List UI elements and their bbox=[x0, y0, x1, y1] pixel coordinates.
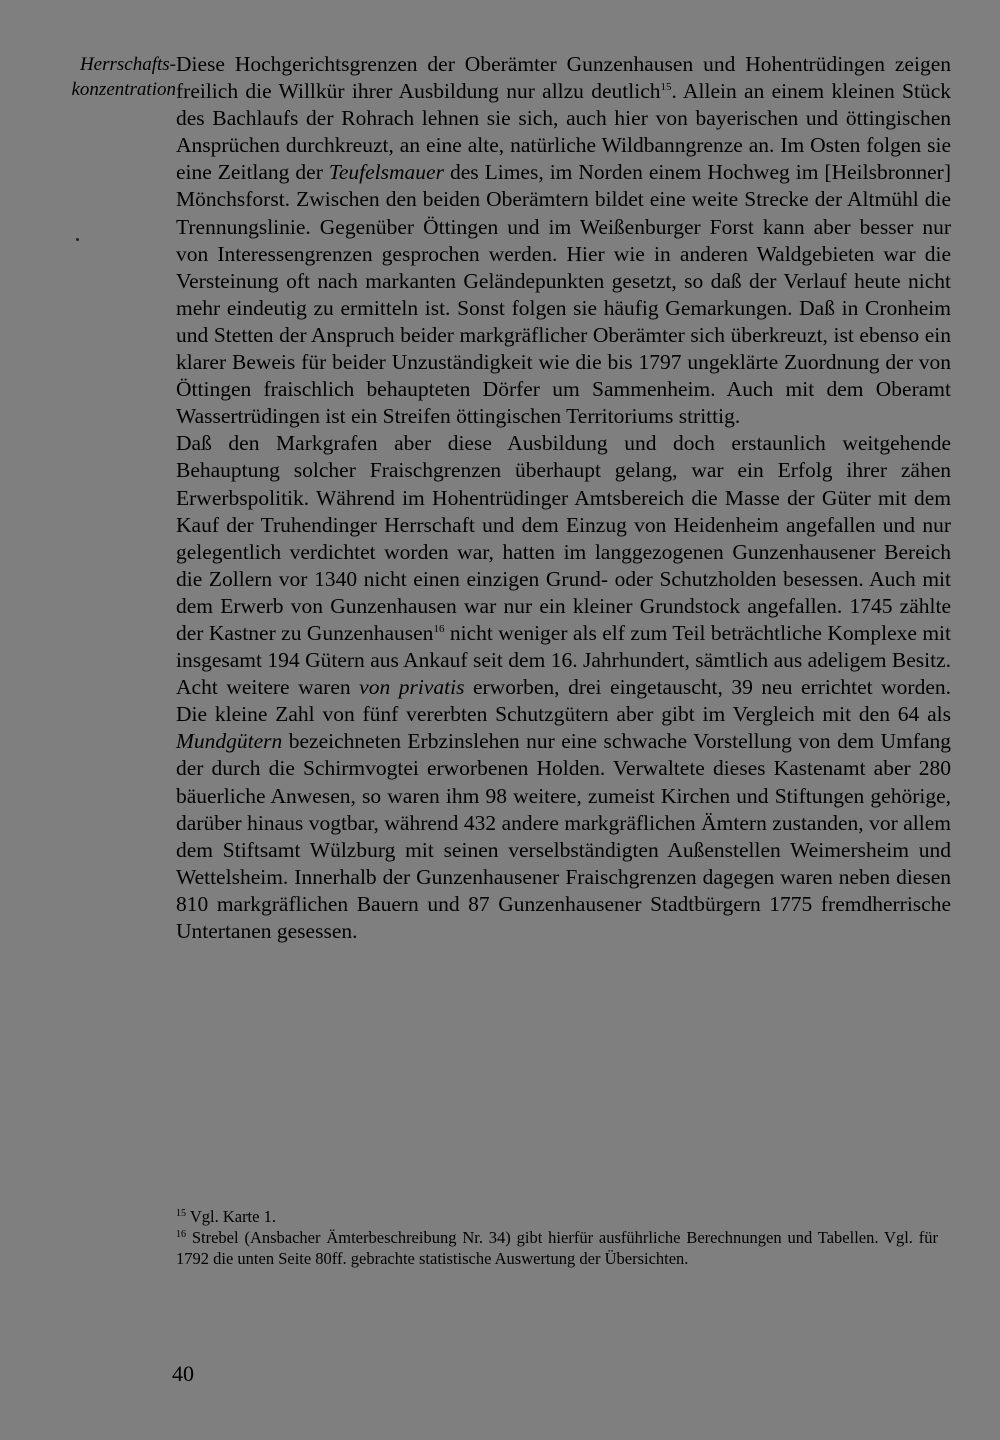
footnote-16-text: Strebel (Ansbacher Ämterbeschreibung Nr. 34) gibt hierfür ausführliche Berechnungen und Tabellen. Vgl. für 1792 die unten Seite 80ff. gebrachte statistische Auswertung der Übersichten. bbox=[176, 1228, 938, 1268]
paragraph-1-text-b: . Allein an einem kleinen Stück des Bachlaufs der Rohrach lehnen sie sich, auch hier von bayerischen und öttingischen Ansprüchen durchkreuzt, an eine alte, natürliche Wildbanngrenze an. Im Osten folgen sie eine Zeitlang der bbox=[176, 79, 951, 185]
main-text bbox=[176, 51, 951, 945]
paragraph-1 bbox=[176, 51, 951, 430]
page-number: 40 bbox=[172, 1361, 194, 1386]
paragraph-2-text-b: nicht weniger als elf zum Teil beträchtliche Komplexe mit insgesamt 194 Gütern aus Ankauf seit dem 16. Jahrhundert, sämtlich aus adeligem Besitz. Acht weitere waren bbox=[176, 620, 951, 700]
footnote-ref-15[interactable]: 15 bbox=[660, 81, 672, 94]
scan-speck bbox=[76, 238, 79, 241]
paragraph-2-text-d: bezeichneten Erbzinslehen nur eine schwache Vorstellung von dem Umfang der durch die Schirmvogtei erworbenen Holden. Verwaltete dieses Kastenamt aber 280 bäuerliche Anwesen, so waren ihm 98 weitere, zumeist Kirchen und Stiftungen gehörige, darüber hinaus vogtbar, während 432 andere markgräflichen Ämtern zustanden, vor allem dem Stiftsamt Wülzburg mit seinen verselbständigten Außenstellen Weimersheim und Wettelsheim. Innerhalb der Gunzenhausener Fraischgrenzen dagegen waren neben diesen 810 markgräflichen Bauern und 87 Gunzenhausener Stadtbürgern 1775 fremdherrische Untertanen gesessen. bbox=[176, 729, 951, 943]
paragraph-2 bbox=[176, 430, 951, 945]
footnote-16 bbox=[176, 1227, 938, 1269]
paragraph-1-text-c: des Limes, im Norden einem Hochweg im [Heilsbronner] Mönchsforst. Zwischen den beiden Oberämtern bildet eine weite Strecke der Altmühl die Trennungslinie. Gegenüber Öttingen und im Weißenburger Forst kann aber besser nur von Interessengrenzen gesprochen werden. Hier wie in anderen Waldgebieten war die Versteinung oft nach markanten Geländepunkten gesetzt, so daß der Verlauf heute nicht mehr eindeutig zu ermitteln ist. Sonst folgen sie häufig Gemarkungen. Daß in Cronheim und Stetten der Anspruch beider markgräflicher Oberämter sich überkreuzt, ist ebenso ein klarer Beweis für beider Unzuständigkeit wie die bis 1797 ungeklärte Zuordnung der von Öttingen fraischlich behaupteten Dörfer um Sammenheim. Auch mit dem Oberamt Wassertrüdingen ist ein Streifen öttingischen Territoriums strittig. bbox=[176, 160, 951, 429]
footnote-15 bbox=[176, 1206, 938, 1227]
emphasis-von-privatis: von privatis bbox=[359, 675, 465, 700]
margin-note bbox=[28, 52, 176, 102]
margin-note-line1: Herrschafts- bbox=[79, 54, 176, 75]
emphasis-mundguetern: Mundgütern bbox=[176, 729, 283, 754]
paragraph-2-text-c: erworben, drei eingetauscht, 39 neu errichtet worden. Die kleine Zahl von fünf vererbten Schutzgütern aber gibt im Vergleich mit den 64 als bbox=[176, 675, 951, 727]
paragraph-1-text-a: Diese Hochgerichtsgrenzen der Oberämter Gunzenhausen und Hohentrüdingen zeigen freilich die Willkür ihrer Ausbildung nur allzu deutlich bbox=[176, 52, 951, 104]
footnote-ref-16[interactable]: 16 bbox=[433, 622, 445, 635]
paragraph-2-text-a: Daß den Markgrafen aber diese Ausbildung und doch erstaunlich weitgehende Behauptung solcher Fraischgrenzen überhaupt gelang, war ein Erfolg ihrer zähen Erwerbspolitik. Während im Hohentrüdinger Amtsbereich die Masse der Güter mit dem Kauf der Truhendinger Herrschaft und dem Einzug von Heidenheim angefallen und nur gelegentlich verdichtet worden war, hatten im langgezogenen Gunzenhausener Bereich die Zollern vor 1340 nicht einen einzigen Grund- oder Schutzholden besessen. Auch mit dem Erwerb von Gunzenhausen war nur ein kleiner Grundstock angefallen. 1745 zählte der Kastner zu Gunzenhausen bbox=[176, 431, 951, 645]
footnote-15-number: 15 bbox=[176, 1208, 186, 1219]
footnotes bbox=[176, 1206, 938, 1269]
margin-note-line2: konzentration bbox=[71, 79, 176, 100]
footnote-16-number: 16 bbox=[176, 1229, 186, 1240]
footnote-15-text: Vgl. Karte 1. bbox=[186, 1207, 276, 1226]
emphasis-teufelsmauer: Teufelsmauer bbox=[328, 160, 444, 185]
